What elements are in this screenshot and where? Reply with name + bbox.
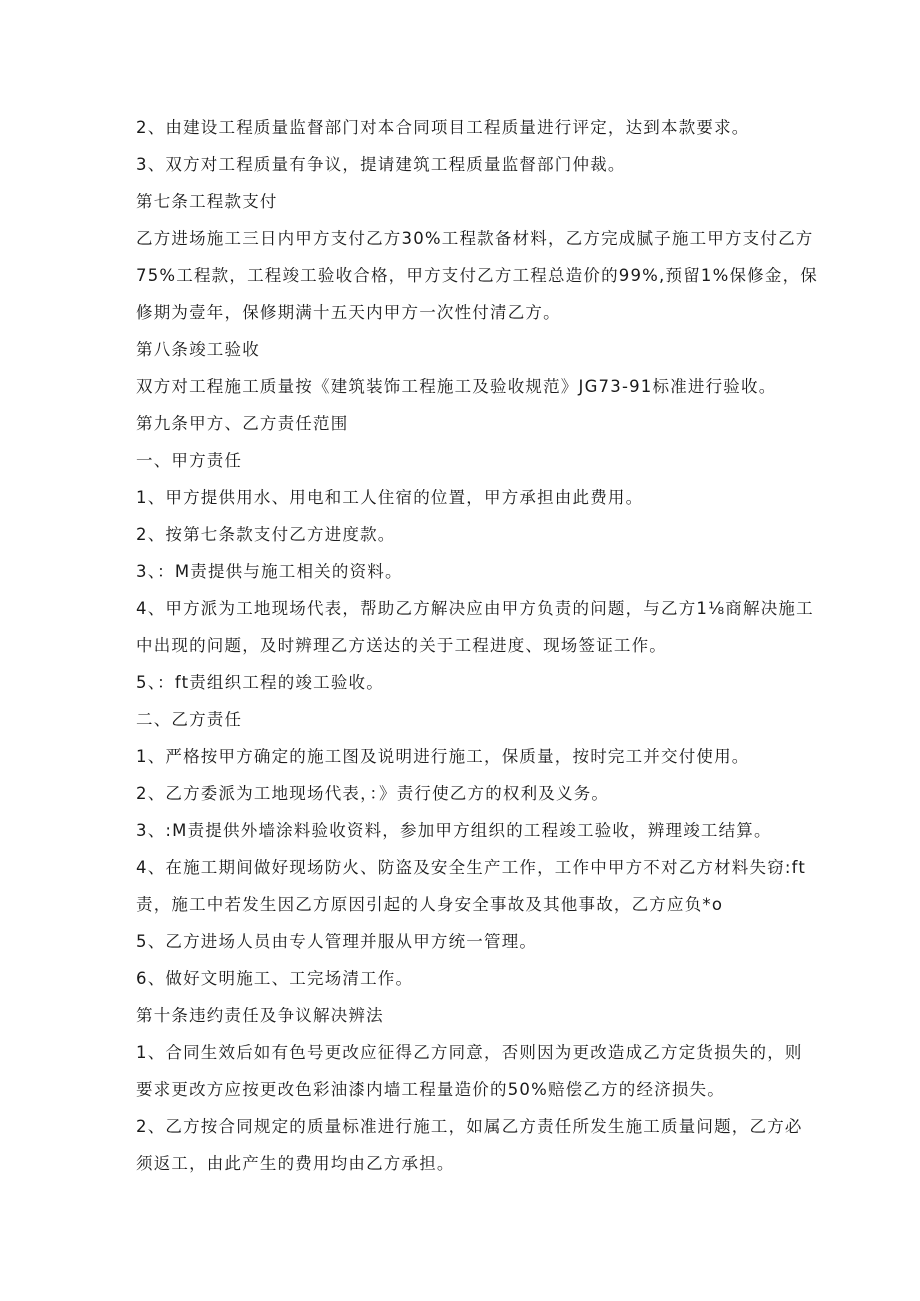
- clause-7-heading: 第七条工程款支付: [136, 192, 278, 211]
- party-a-item-4-line-2: 中出现的问题，及时辨理乙方送达的关于工程进度、现场签证工作。: [136, 636, 667, 655]
- party-b-item-4-line-1: 4、在施工期间做好现场防火、防盗及安全生产工作，工作中甲方不对乙方材料失窃:ft: [136, 858, 807, 877]
- clause-7-paragraph-line-2: 75%工程款，工程竣工验收合格，甲方支付乙方工程总造价的99%,预留1%保修金，保: [136, 266, 818, 285]
- party-b-item-3: 3、:M责提供外墙涂料验收资料，参加甲方组织的工程竣工验收，辨理竣工结算。: [136, 821, 772, 840]
- clause-7-paragraph-line-1: 乙方进场施工三日内甲方支付乙方30%工程款备材料，乙方完成腻子施工甲方支付乙方: [136, 229, 814, 248]
- party-b-item-5: 5、乙方进场人员由专人管理并服从甲方统一管理。: [136, 932, 538, 951]
- clause-8-heading: 第八条竣工验收: [136, 340, 260, 359]
- clause-6-item-2: 2、由建设工程质量监督部门对本合同项目工程质量进行评定，达到本款要求。: [136, 118, 750, 137]
- party-b-section-heading: 二、乙方责任: [136, 710, 243, 729]
- party-b-item-6: 6、做好文明施工、工完场清工作。: [136, 969, 414, 988]
- clause-10-item-2-line-1: 2、乙方按合同规定的质量标准进行施工，如属乙方责任所发生施工质量问题，乙方必: [136, 1117, 803, 1136]
- party-a-item-1: 1、甲方提供用水、用电和工人住宿的位置，甲方承担由此费用。: [136, 488, 644, 507]
- party-b-item-1: 1、严格按甲方确定的施工图及说明进行施工，保质量，按时完工并交付使用。: [136, 747, 750, 766]
- clause-10-item-2-line-2: 须返工，由此产生的费用均由乙方承担。: [136, 1154, 455, 1173]
- party-a-section-heading: 一、甲方责任: [136, 451, 243, 470]
- clause-7-paragraph-line-3: 修期为壹年，保修期满十五天内甲方一次性付清乙方。: [136, 303, 561, 322]
- party-a-item-5: 5、：ft责组织工程的竣工验收。: [136, 673, 384, 692]
- party-b-item-4-line-2: 责，施工中若发生因乙方原因引起的人身安全事故及其他事故，乙方应负*o: [136, 895, 724, 914]
- party-a-item-3: 3、：M责提供与施工相关的资料。: [136, 562, 403, 581]
- party-a-item-4-line-1: 4、甲方派为工地现场代表，帮助乙方解决应由甲方负责的问题，与乙方1⅛商解决施工: [136, 599, 814, 618]
- clause-9-heading: 第九条甲方、乙方责任范围: [136, 414, 349, 433]
- party-a-item-2: 2、按第七条款支付乙方进度款。: [136, 525, 396, 544]
- clause-10-heading: 第十条违约责任及争议解决辨法: [136, 1006, 384, 1025]
- clause-10-item-1-line-2: 要求更改方应按更改色彩油漆内墙工程量造价的50%赔偿乙方的经济损失。: [136, 1080, 725, 1099]
- clause-10-item-1-line-1: 1、合同生效后如有色号更改应征得乙方同意，否则因为更改造成乙方定货损失的，则: [136, 1043, 803, 1062]
- party-b-item-2: 2、乙方委派为工地现场代表，：》责行使乙方的权利及义务。: [136, 784, 610, 803]
- clause-6-item-3: 3、双方对工程质量有争议，提请建筑工程质量监督部门仲裁。: [136, 155, 626, 174]
- clause-8-paragraph: 双方对工程施工质量按《建筑装饰工程施工及验收规范》JG73-91标准进行验收。: [136, 377, 777, 396]
